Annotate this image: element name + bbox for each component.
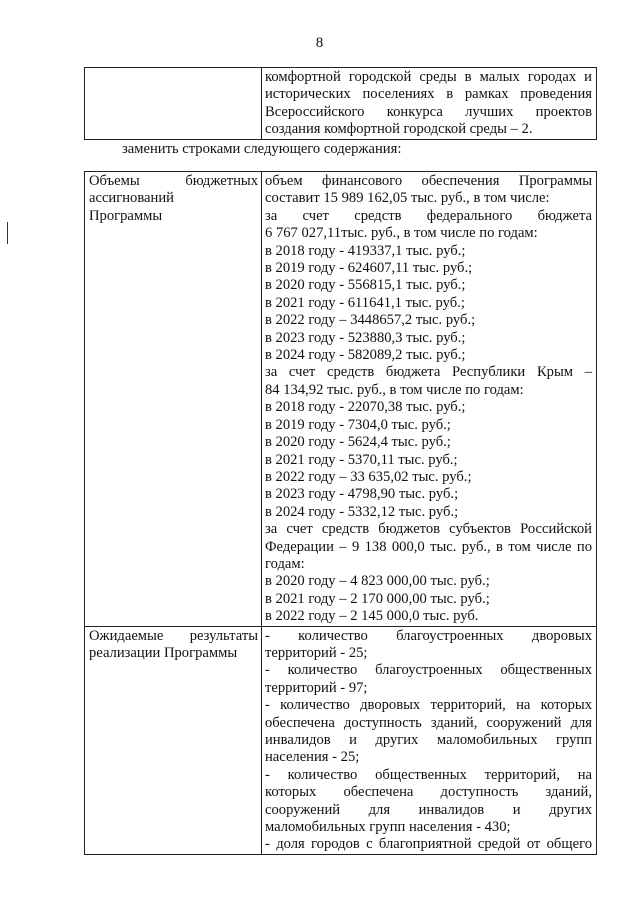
text-line: исторических поселениях в рамках проведения xyxy=(265,86,592,103)
budget-line: в 2019 году - 624607,11 тыс. руб.; xyxy=(265,260,473,277)
results-content-cell xyxy=(262,626,597,854)
budget-line: в 2022 году – 2 145 000,0 тыс. руб. xyxy=(265,608,479,625)
budget-line: в 2022 году – 33 635,02 тыс. руб.; xyxy=(265,468,472,485)
budget-line: в 2021 году - 611641,1 тыс. руб.; xyxy=(265,294,465,311)
budget-label-line: ассигнований xyxy=(89,190,174,207)
budget-line: за счет средств бюджетов субъектов Российской xyxy=(265,521,592,538)
top-table xyxy=(84,67,597,140)
margin-mark xyxy=(7,222,8,244)
results-line: инвалидов и других маломобильных групп xyxy=(265,732,592,748)
results-label-cell xyxy=(85,626,262,854)
budget-line: в 2018 году - 22070,38 тыс. руб.; xyxy=(265,399,466,416)
budget-line: объем финансового обеспечения Программы xyxy=(265,173,592,189)
results-label-line: реализации Программы xyxy=(89,644,238,661)
budget-line: в 2018 году - 419337,1 тыс. руб.; xyxy=(265,242,466,259)
empty-cell xyxy=(85,68,262,140)
results-line: территорий - 25; xyxy=(265,644,368,661)
results-line: - количество общественных территорий, на xyxy=(265,766,592,783)
results-line: маломобильных групп населения - 430; xyxy=(265,819,511,836)
results-line: - доля городов с благоприятной средой от общего xyxy=(265,836,592,853)
text-line: создания комфортной городской среды – 2. xyxy=(265,121,533,138)
budget-content-cell xyxy=(262,172,597,627)
results-line: - количество благоустроенных дворовых xyxy=(265,627,592,644)
main-table xyxy=(84,171,597,855)
budget-line: составит 15 989 162,05 тыс. руб., в том числе: xyxy=(265,190,550,207)
budget-label-line: Объемы бюджетных xyxy=(89,173,258,189)
budget-line: годам: xyxy=(265,555,305,572)
results-line: населения - 25; xyxy=(265,749,360,766)
text-line: Всероссийского конкурса лучших проектов xyxy=(265,103,592,120)
budget-line: в 2021 году - 5370,11 тыс. руб.; xyxy=(265,451,458,468)
budget-label-line: Программы xyxy=(89,207,163,224)
budget-label-cell xyxy=(85,172,262,627)
budget-line: в 2020 году – 4 823 000,00 тыс. руб.; xyxy=(265,573,490,590)
budget-line: 84 134,92 тыс. руб., в том числе по годам: xyxy=(265,381,524,398)
top-table-content xyxy=(262,68,597,140)
results-line: сооружений для инвалидов и других xyxy=(265,801,592,818)
budget-line: в 2020 году - 556815,1 тыс. руб.; xyxy=(265,277,466,294)
budget-line: в 2023 году - 4798,90 тыс. руб.; xyxy=(265,486,459,503)
results-line: - количество благоустроенных общественных xyxy=(265,662,592,679)
budget-line: в 2019 году - 7304,0 тыс. руб.; xyxy=(265,416,451,433)
table-row xyxy=(85,172,597,627)
results-line: - количество дворовых территорий, на которых xyxy=(265,697,592,714)
page-number: 8 xyxy=(315,35,324,51)
budget-line: Федерации – 9 138 000,0 тыс. руб., в том числе по xyxy=(265,538,592,555)
table-row xyxy=(85,68,597,140)
results-line: обеспечена доступность зданий, сооружений для xyxy=(265,714,592,731)
text-line: комфортной городской среды в малых городах и xyxy=(265,69,592,85)
results-line: территорий - 97; xyxy=(265,679,368,696)
budget-line: в 2023 году - 523880,3 тыс. руб.; xyxy=(265,329,466,346)
budget-line: в 2024 году - 582089,2 тыс. руб.; xyxy=(265,347,466,364)
budget-line: за счет средств бюджета Республики Крым – xyxy=(265,364,592,381)
budget-line: в 2022 году – 3448657,2 тыс. руб.; xyxy=(265,312,476,329)
budget-line: в 2020 году - 5624,4 тыс. руб.; xyxy=(265,434,451,451)
budget-line: в 2024 году - 5332,12 тыс. руб.; xyxy=(265,503,459,520)
replace-instruction: заменить строками следующего содержания: xyxy=(122,141,402,157)
budget-line: за счет средств федерального бюджета xyxy=(265,207,592,224)
results-line: которых обеспечена доступность зданий, xyxy=(265,784,592,801)
budget-line: в 2021 году – 2 170 000,00 тыс. руб.; xyxy=(265,590,490,607)
budget-line: 6 767 027,11тыс. руб., в том числе по годам: xyxy=(265,225,538,242)
table-row xyxy=(85,626,597,854)
results-label-line: Ожидаемые результаты xyxy=(89,627,258,644)
